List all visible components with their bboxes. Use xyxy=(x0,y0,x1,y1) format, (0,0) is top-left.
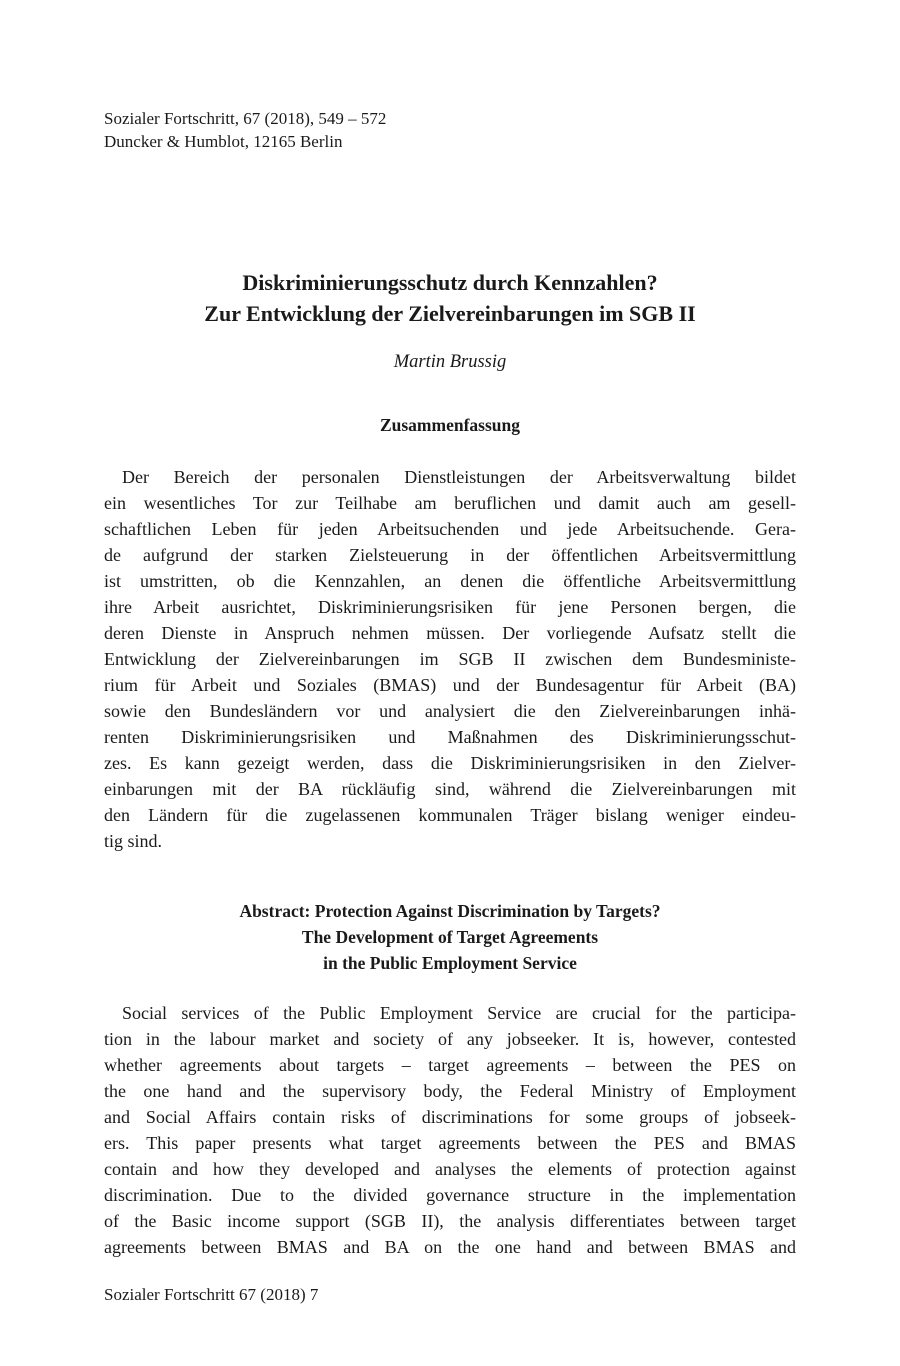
text-line: schaftlichen Leben für jeden Arbeitsuchenden und jede Arbeitsuchende. Gera- xyxy=(104,519,796,539)
text-line: of the Basic income support (SGB II), the analysis differentiates between target xyxy=(104,1211,796,1231)
text-line: Social services of the Public Employment Service are crucial for the participa- xyxy=(122,1003,796,1023)
text-line: ers. This paper presents what target agreements between the PES and BMAS xyxy=(104,1133,796,1153)
text-line: einbarungen mit der BA rückläufig sind, während die Zielvereinbarungen mit xyxy=(104,779,796,799)
publisher-line: Duncker & Humblot, 12165 Berlin xyxy=(104,132,343,151)
page-footer: Sozialer Fortschritt 67 (2018) 7 xyxy=(104,1285,319,1304)
text-line: zes. Es kann gezeigt werden, dass die Diskriminierungsrisiken in den Zielver- xyxy=(104,753,796,773)
author-name: Martin Brussig xyxy=(393,352,507,372)
zusammenfassung-paragraph xyxy=(104,464,796,854)
text-line: renten Diskriminierungsrisiken und Maßnahmen des Diskriminierungsschut- xyxy=(104,727,796,747)
zusammenfassung-heading xyxy=(104,412,796,438)
text-line: Entwicklung der Zielvereinbarungen im SGB II zwischen dem Bundesministe- xyxy=(104,649,796,669)
abstract-heading xyxy=(104,898,796,976)
abstract-paragraph xyxy=(104,1000,796,1260)
text-line: contain and how they developed and analyses the elements of protection against xyxy=(104,1159,796,1179)
text-line: whether agreements about targets – target agreements – between the PES on xyxy=(104,1055,796,1075)
text-line: ein wesentliches Tor zur Teilhabe am beruflichen und damit auch am gesell- xyxy=(104,493,796,513)
text-line: the one hand and the supervisory body, the Federal Ministry of Employment xyxy=(104,1081,796,1101)
journal-header xyxy=(104,107,386,153)
article-title xyxy=(104,267,796,329)
text-line: den Ländern für die zugelassenen kommunalen Träger bislang weniger eindeu- xyxy=(104,805,796,825)
text-line: sowie den Bundesländern vor und analysiert die den Zielvereinbarungen inhä- xyxy=(104,701,796,721)
journal-citation: Sozialer Fortschritt, 67 (2018), 549 – 572 xyxy=(104,109,387,128)
text-line: de aufgrund der starken Zielsteuerung in der öffentlichen Arbeitsvermittlung xyxy=(104,545,796,565)
text-line: tig sind. xyxy=(104,831,163,851)
text-line: and Social Affairs contain risks of discriminations for some groups of jobseek- xyxy=(104,1107,796,1127)
abstract-heading-line-3: in the Public Employment Service xyxy=(323,953,577,973)
text-line: ist umstritten, ob die Kennzahlen, an denen die öffentliche Arbeitsvermittlung xyxy=(104,571,796,591)
text-line: ihre Arbeit ausrichtet, Diskriminierungsrisiken für jene Personen bergen, die xyxy=(104,597,796,617)
text-line: deren Dienste in Anspruch nehmen müssen. Der vorliegende Aufsatz stellt die xyxy=(104,623,796,643)
text-line: rium für Arbeit und Soziales (BMAS) und der Bundesagentur für Arbeit (BA) xyxy=(104,675,796,695)
abstract-heading-line-2: The Development of Target Agreements xyxy=(301,927,599,947)
text-line: discrimination. Due to the divided governance structure in the implementation xyxy=(104,1185,796,1205)
title-line-1: Diskriminierungsschutz durch Kennzahlen? xyxy=(242,270,658,295)
text-line: tion in the labour market and society of any jobseeker. It is, however, contested xyxy=(104,1029,796,1049)
title-line-2: Zur Entwicklung der Zielvereinbarungen im SGB II xyxy=(204,301,696,326)
text-line: agreements between BMAS and BA on the one hand and between BMAS and xyxy=(104,1237,796,1257)
text-line: Der Bereich der personalen Dienstleistungen der Arbeitsverwaltung bildet xyxy=(122,467,796,487)
abstract-heading-line-1: Abstract: Protection Against Discrimination by Targets? xyxy=(239,901,661,921)
zusammenfassung-heading-text: Zusammenfassung xyxy=(379,415,521,435)
